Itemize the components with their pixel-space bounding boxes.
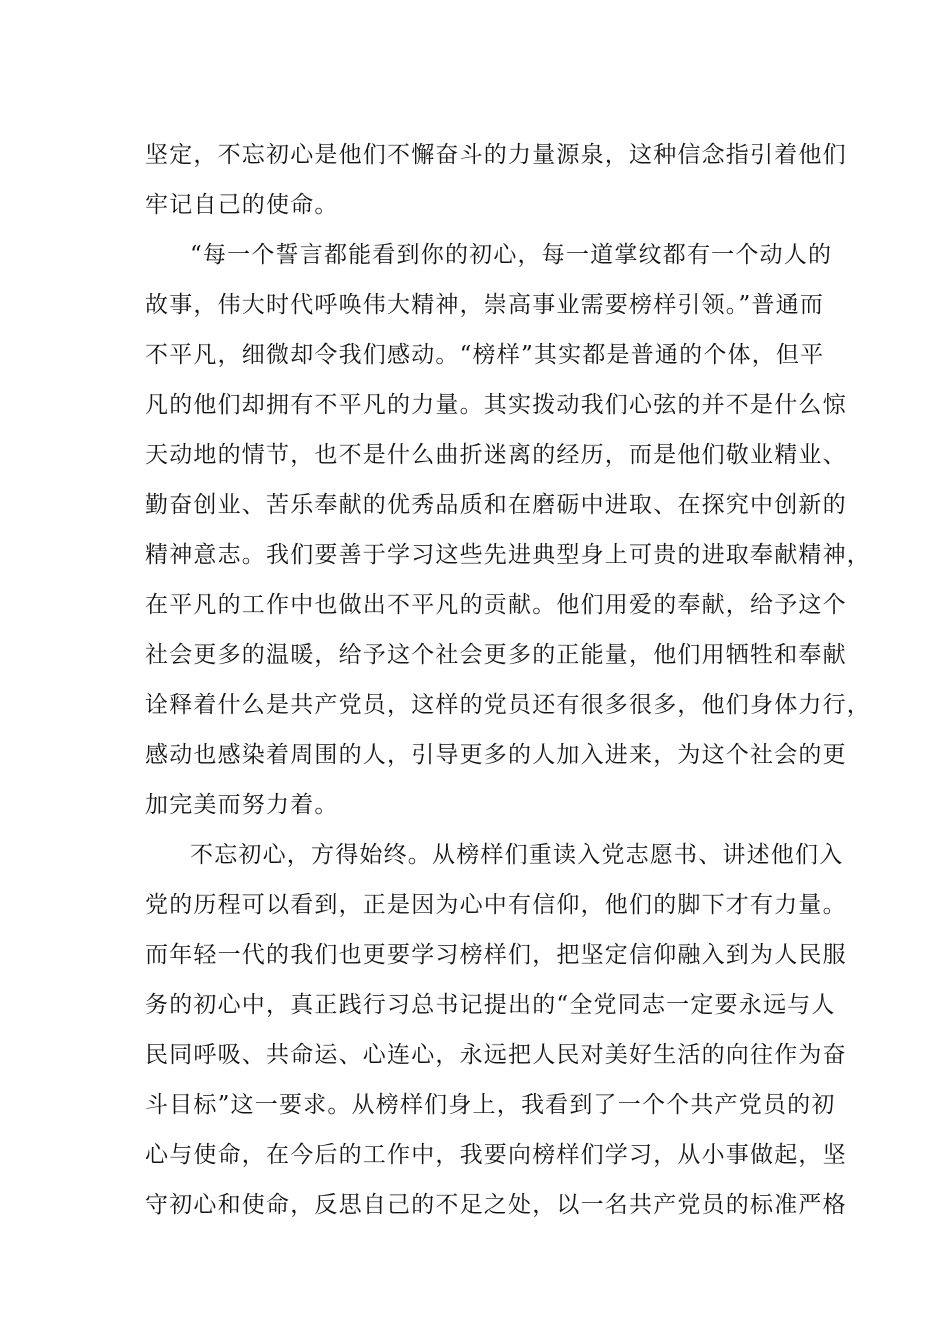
text-line: 而年轻一代的我们也更要学习榜样们，把坚定信仰融入到为人民服 — [145, 942, 847, 968]
text-line: 坚定，不忘初心是他们不懈奋斗的力量源泉，这种信念指引着他们 — [145, 142, 847, 168]
text-line: 社会更多的温暖，给予这个社会更多的正能量，他们用牺牲和奉献 — [145, 642, 847, 668]
paragraph-start-line: “每一个誓言都能看到你的初心，每一道掌纹都有一个动人的 — [190, 242, 833, 268]
text-line: 民同呼吸、共命运、心连心，永远把人民对美好生活的向往作为奋 — [145, 1042, 847, 1068]
paragraph-start-line: 不忘初心，方得始终。从榜样们重读入党志愿书、讲述他们入 — [190, 842, 844, 868]
text-line: 故事，伟大时代呼唤伟大精神，崇高事业需要榜样引领。”普通而 — [145, 292, 825, 318]
text-line: 诠释着什么是共产党员，这样的党员还有很多很多，他们身体力行， — [145, 692, 871, 718]
text-line: 心与使命，在今后的工作中，我要向榜样们学习，从小事做起，坚 — [145, 1142, 847, 1168]
text-line: 党的历程可以看到，正是因为心中有信仰，他们的脚下才有力量。 — [145, 892, 847, 918]
text-line: 加完美而努力着。 — [145, 792, 339, 818]
text-line: 凡的他们却拥有不平凡的力量。其实拨动我们心弦的并不是什么惊 — [145, 392, 847, 418]
text-line: 斗目标”这一要求。从榜样们身上，我看到了一个个共产党员的初 — [145, 1092, 836, 1118]
text-line: 在平凡的工作中也做出不平凡的贡献。他们用爱的奉献，给予这个 — [145, 592, 847, 618]
text-line: 守初心和使命，反思自己的不足之处，以一名共产党员的标准严格 — [145, 1192, 847, 1218]
text-line: 精神意志。我们要善于学习这些先进典型身上可贵的进取奉献精神， — [145, 542, 871, 568]
text-line: 务的初心中，真正践行习总书记提出的“全党同志一定要永远与人 — [145, 992, 836, 1018]
text-line: 不平凡，细微却令我们感动。“榜样”其实都是普通的个体，但平 — [145, 342, 825, 368]
text-line: 天动地的情节，也不是什么曲折迷离的经历，而是他们敬业精业、 — [145, 442, 847, 468]
text-line: 牢记自己的使命。 — [145, 192, 339, 218]
text-line: 勤奋创业、苦乐奉献的优秀品质和在磨砺中进取、在探究中创新的 — [145, 492, 847, 518]
text-line: 感动也感染着周围的人，引导更多的人加入进来，为这个社会的更 — [145, 742, 847, 768]
